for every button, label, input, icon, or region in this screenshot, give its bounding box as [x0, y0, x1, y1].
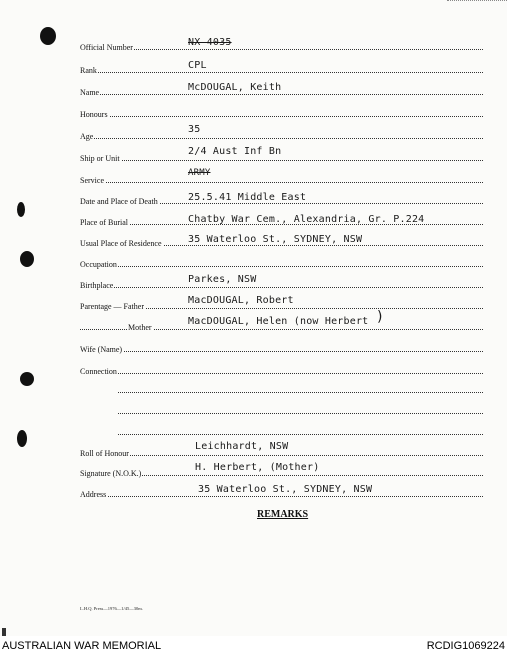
- date-place-death-value: 25.5.41 Middle East: [188, 192, 307, 203]
- rank-value: CPL: [188, 60, 207, 71]
- field-roll-of-honour: [80, 440, 483, 458]
- footer-institution: AUSTRALIAN WAR MEMORIAL: [2, 640, 162, 652]
- scan-edge-mark: [447, 0, 507, 4]
- field-date-place-death: [80, 188, 483, 206]
- mother-value: MacDOUGAL, Helen (now Herbert: [188, 316, 369, 327]
- place-of-burial-label: Place of Burial: [80, 218, 128, 227]
- service-label: Service: [80, 176, 104, 185]
- field-honours: [80, 101, 483, 119]
- connection-line-2: [118, 377, 483, 395]
- signature-value: H. Herbert, (Mother): [195, 462, 320, 473]
- punch-hole-5: [17, 430, 27, 447]
- usual-residence-label: Usual Place of Residence: [80, 239, 162, 248]
- parentage-father-value: MacDOUGAL, Robert: [188, 295, 294, 306]
- field-wife: [80, 336, 483, 354]
- name-label: Name: [80, 88, 100, 97]
- birthplace-label: Birthplace: [80, 281, 114, 290]
- parentage-father-label: Parentage — Father: [80, 302, 144, 311]
- field-connection: [80, 358, 483, 376]
- field-official-number: [80, 34, 483, 52]
- roll-of-honour-label: Roll of Honour: [80, 449, 129, 458]
- address-value: 35 Waterloo St., SYDNEY, NSW: [198, 484, 373, 495]
- date-place-death-label: Date and Place of Death: [80, 197, 158, 206]
- field-ship-or-unit: [80, 145, 483, 163]
- occupation-label: Occupation: [80, 260, 117, 269]
- official-number-label: Official Number: [80, 43, 133, 52]
- age-value: 35: [188, 124, 201, 135]
- official-number-value: NX 4035: [188, 37, 232, 48]
- punch-hole-3: [20, 251, 34, 267]
- address-label: Address: [80, 490, 107, 499]
- field-birthplace: [80, 272, 483, 290]
- ship-or-unit-value: 2/4 Aust Inf Bn: [188, 146, 282, 157]
- age-label: Age: [80, 132, 94, 141]
- connection-line-3: [118, 398, 483, 416]
- field-address: [80, 481, 483, 499]
- signature-label: Signature (N.O.K.): [80, 469, 142, 478]
- honours-label: Honours: [80, 110, 108, 119]
- connection-label: Connection: [80, 367, 117, 376]
- name-value: McDOUGAL, Keith: [188, 82, 282, 93]
- connection-line-4: [118, 419, 483, 437]
- field-signature: [80, 460, 483, 478]
- field-occupation: [80, 251, 483, 269]
- punch-hole-1: [40, 27, 56, 45]
- remarks-heading: REMARKS: [257, 509, 309, 520]
- wife-label: Wife (Name): [80, 345, 123, 354]
- field-usual-residence: [80, 230, 483, 248]
- field-mother: [80, 314, 483, 332]
- service-value: ARMY: [188, 168, 211, 178]
- punch-hole-2: [17, 202, 25, 217]
- field-age: [80, 123, 483, 141]
- footer-bar: [0, 636, 507, 654]
- handwritten-bracket: ): [377, 309, 383, 325]
- field-parentage-father: [80, 293, 483, 311]
- mother-label: Mother: [128, 323, 152, 332]
- printer-note: L.H.Q. Press—1976—1/45—30m.: [80, 606, 143, 611]
- usual-residence-value: 35 Waterloo St., SYDNEY, NSW: [188, 234, 363, 245]
- field-place-of-burial: [80, 209, 483, 227]
- birthplace-value: Parkes, NSW: [188, 274, 257, 285]
- field-name: [80, 79, 483, 97]
- field-service: [80, 167, 483, 185]
- punch-hole-4: [20, 372, 34, 386]
- footer-record-id: RCDIG1069224: [426, 640, 505, 652]
- field-rank: [80, 57, 483, 75]
- ship-or-unit-label: Ship or Unit: [80, 154, 120, 163]
- scan-left-edge-mark: [2, 628, 6, 636]
- rank-label: Rank: [80, 66, 97, 75]
- roll-of-honour-value: Leichhardt, NSW: [195, 441, 289, 452]
- place-of-burial-value: Chatby War Cem., Alexandria, Gr. P.224: [188, 214, 425, 225]
